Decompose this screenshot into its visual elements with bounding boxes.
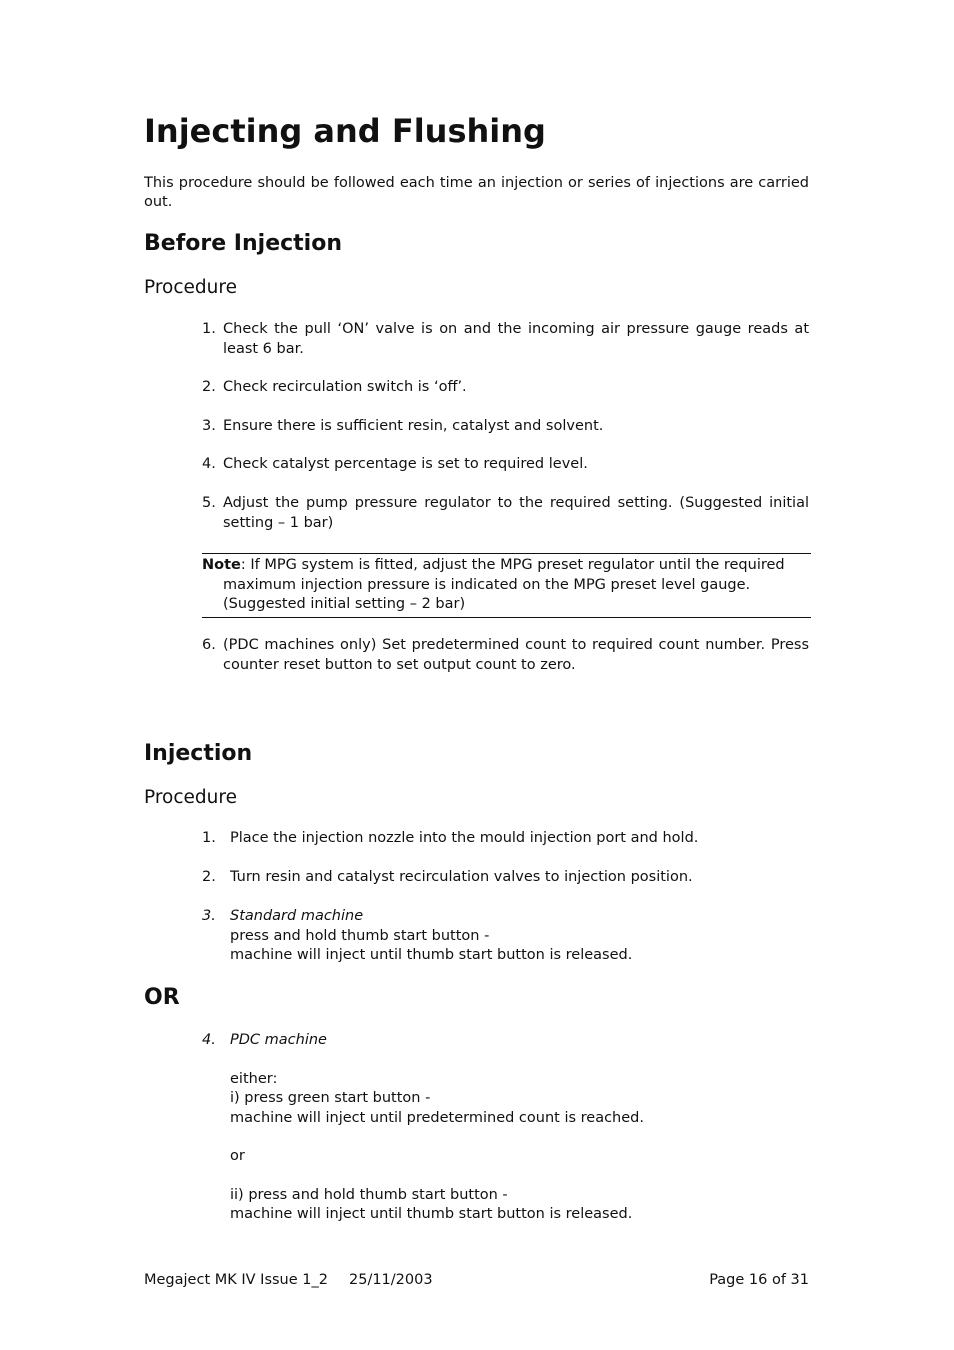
list-item [202, 320, 809, 359]
item-number: 5. [202, 495, 216, 511]
item-number: 4. [202, 456, 216, 472]
item-number: 2. [202, 379, 216, 395]
item-text: Turn resin and catalyst recirculation valves to injection position. [230, 869, 693, 885]
item-line: machine will inject until predetermined count is reached. [230, 1109, 644, 1126]
item-number: 3. [202, 418, 216, 434]
item-number: 1. [202, 830, 216, 846]
item-text: Check recirculation switch is ‘off’. [223, 379, 467, 395]
item-number: 1. [202, 321, 216, 337]
note-box [202, 553, 811, 618]
item-text: Ensure there is sufficient resin, catalyst and solvent. [223, 418, 604, 434]
list-item [202, 636, 809, 675]
list-item [202, 494, 809, 533]
list-item [202, 907, 782, 966]
item-number: 3. [202, 908, 216, 924]
footer-date: 25/11/2003 [349, 1272, 433, 1288]
item-text: Check the pull ‘ON’ valve is on and the incoming air pressure gauge reads at least 6 bar. [223, 321, 809, 357]
item-number: 4. [202, 1032, 216, 1048]
note-body [202, 556, 811, 576]
list-item [202, 1031, 782, 1225]
item-line: press and hold thumb start button - [230, 927, 490, 944]
list-item [202, 455, 809, 475]
item-line: either: [230, 1070, 278, 1087]
subheading-procedure: Procedure [144, 277, 237, 298]
item-number: 6. [202, 637, 216, 653]
or-heading: OR [144, 985, 180, 1010]
item-text: Adjust the pump pressure regulator to the required setting. (Suggested initial setting – 1 bar) [223, 495, 809, 531]
intro-paragraph: This procedure should be followed each time an injection or series of injections are carried out. [144, 175, 809, 210]
note-label: Note [202, 557, 241, 573]
footer-document-id: Megaject MK IV Issue 1_2 [144, 1272, 328, 1288]
subheading-procedure: Procedure [144, 787, 237, 808]
item-line: machine will inject until thumb start button is released. [230, 947, 633, 963]
footer-page-number: Page 16 of 31 [709, 1272, 809, 1288]
item-line: i) press green start button - [230, 1090, 431, 1106]
note-line-2: maximum injection pressure is indicated on the MPG preset level gauge. [223, 576, 751, 593]
item-number: 2. [202, 869, 216, 885]
item-text: (PDC machines only) Set predetermined count to required count number. Press counter reset button to set output count to zero. [223, 637, 809, 673]
list-item [202, 378, 809, 398]
note-line-3: (Suggested initial setting – 2 bar) [223, 596, 466, 612]
item-title: Standard machine [230, 908, 364, 924]
note-line-1: : If MPG system is fitted, adjust the MPG preset regulator until the required [240, 557, 785, 573]
list-item [202, 417, 809, 437]
item-line: or [230, 1148, 245, 1164]
section-heading-injection: Injection [144, 741, 253, 766]
item-text: Check catalyst percentage is set to required level. [223, 456, 588, 472]
item-text: Place the injection nozzle into the mould injection port and hold. [230, 830, 699, 846]
section-heading-before-injection: Before Injection [144, 231, 342, 256]
item-line: machine will inject until thumb start button is released. [230, 1206, 633, 1222]
list-item [202, 868, 782, 888]
page-title: Injecting and Flushing [144, 112, 546, 150]
item-title: PDC machine [230, 1032, 327, 1048]
list-item [202, 829, 782, 849]
item-line: ii) press and hold thumb start button - [230, 1186, 508, 1203]
